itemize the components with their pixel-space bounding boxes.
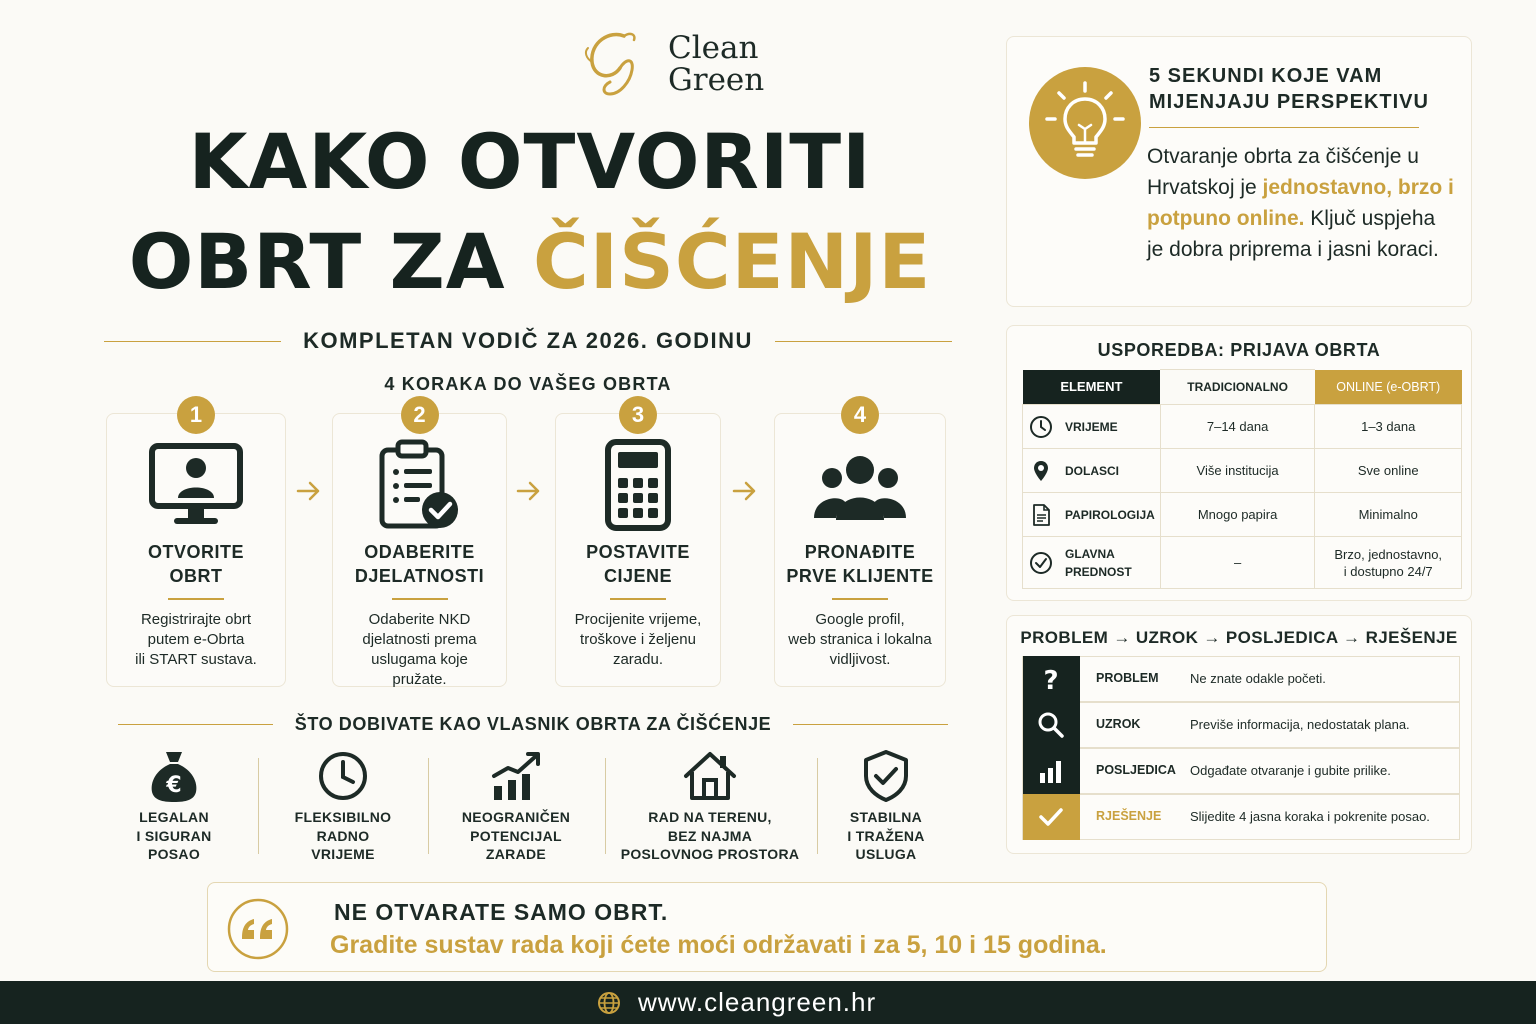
subtitle: KOMPLETAN VODIČ ZA 2026. GODINU — [303, 328, 753, 353]
table-cell: Sve online — [1315, 449, 1462, 493]
step-title: ODABERITE DJELATNOSTI — [354, 542, 485, 586]
table-row — [1023, 493, 1462, 537]
table-row — [1023, 449, 1462, 493]
step-title: OTVORITE OBRT — [147, 542, 244, 586]
row-value: Odgađate otvaranje i gubite prilike. — [1190, 763, 1391, 778]
benefit-flexible — [283, 748, 403, 864]
insight-text: Otvaranje obrta za čišćenje u Hrvatskoj je jednostavno, brzo i potpuno online. Ključ uspjeha je dobra priprema i jasni koraci. — [1147, 145, 1454, 261]
benefit-text: RAD NA TERENU, BEZ NAJMA POSLOVNOG PROSTORA — [620, 809, 800, 862]
steps-heading: 4 KORAKA DO VAŠEG OBRTA — [384, 374, 672, 394]
row-label: POSLJEDICA — [1096, 763, 1176, 777]
row-label: UZROK — [1096, 717, 1141, 731]
brand-logo — [580, 28, 780, 100]
problem-solution-card — [1006, 615, 1472, 854]
question-icon — [1037, 666, 1065, 692]
step-card-1 — [106, 402, 286, 687]
divider — [605, 758, 606, 854]
step-card-4 — [774, 402, 946, 687]
people-group-icon — [812, 438, 908, 534]
row-value: Ne znate odakle početi. — [1190, 671, 1326, 686]
subtitle-row — [104, 328, 952, 354]
table-cell: Minimalno — [1315, 493, 1462, 537]
website-link[interactable]: www.cleangreen.hr — [638, 987, 877, 1017]
divider — [428, 758, 429, 854]
list-item — [1022, 794, 1460, 840]
search-icon — [1037, 712, 1065, 738]
row-label: PROBLEM — [1096, 671, 1159, 685]
step-number: 1 — [177, 396, 215, 434]
title-line-1: KAKO OTVORITI — [188, 117, 872, 206]
title-highlight: ČIŠĆENJE — [533, 217, 932, 306]
svg-text:?: ? — [1043, 666, 1059, 692]
row-value: Previše informacija, nedostatak plana. — [1190, 717, 1410, 732]
benefit-text: FLEKSIBILNO RADNO VRIJEME — [294, 809, 392, 862]
table-header: ELEMENT — [1023, 370, 1161, 405]
svg-text:€: € — [166, 773, 182, 798]
list-item — [1022, 702, 1460, 748]
table-cell: Brzo, jednostavno, i dostupno 24/7 — [1315, 537, 1462, 589]
shield-check-icon — [858, 748, 914, 804]
row-label: DOLASCI — [1065, 463, 1119, 478]
location-pin-icon — [1029, 459, 1053, 483]
list-item — [1022, 748, 1460, 794]
table-header: TRADICIONALNO — [1160, 370, 1315, 405]
row-label: RJEŠENJE — [1096, 809, 1162, 823]
table-cell: Više institucija — [1160, 449, 1315, 493]
row-label: GLAVNA PREDNOST — [1065, 546, 1132, 579]
title-line-2: OBRT ZA ČIŠĆENJE — [128, 217, 932, 306]
step-description: Odaberite NKD djelatnosti prema uslugama koje pružate. — [362, 611, 477, 688]
step-number: 2 — [401, 396, 439, 434]
comparison-card — [1006, 325, 1472, 601]
table-header: ONLINE (e-OBRT) — [1315, 370, 1462, 405]
divider — [817, 758, 818, 854]
insight-card — [1006, 36, 1472, 307]
arrow-right-icon — [296, 478, 322, 504]
problem-title: PROBLEM → UZROK → POSLJEDICA → RJEŠENJE — [1020, 628, 1458, 647]
step-title: POSTAVITE CIJENE — [586, 542, 690, 586]
check-circle-icon — [1029, 551, 1053, 575]
step-separator — [392, 598, 448, 600]
house-icon — [682, 748, 738, 804]
checkmark-icon — [1037, 804, 1065, 830]
row-label: VRIJEME — [1065, 419, 1118, 434]
row-label: PAPIROLOGIJA — [1065, 507, 1155, 522]
table-row — [1023, 405, 1462, 449]
table-cell: – — [1160, 537, 1315, 589]
benefit-text: LEGALAN I SIGURAN POSAO — [136, 809, 212, 862]
step-separator — [610, 598, 666, 600]
benefit-text: NEOGRANIČEN POTENCIJAL ZARADE — [461, 809, 571, 862]
list-item — [1022, 656, 1460, 702]
quote-box — [207, 882, 1327, 972]
comparison-title: USPOREDBA: PRIJAVA OBRTA — [1097, 340, 1381, 360]
globe-icon — [597, 991, 621, 1015]
benefits-heading: ŠTO DOBIVATE KAO VLASNIK OBRTA ZA ČIŠĆENJE — [294, 714, 772, 734]
step-description: Procijenite vrijeme, troškove i željenu zaradu. — [574, 611, 702, 668]
step-separator — [168, 598, 224, 600]
clock-icon — [1029, 415, 1053, 439]
step-separator — [832, 598, 888, 600]
table-cell: 1–3 dana — [1315, 405, 1462, 449]
step-card-2 — [332, 402, 507, 688]
benefit-text: STABILNA I TRAŽENA USLUGA — [847, 809, 925, 862]
benefit-stable — [828, 748, 944, 864]
bar-chart-icon — [1037, 758, 1065, 784]
insight-highlight: jednostavno, brzo i potpuno online. — [1147, 176, 1454, 230]
monitor-user-icon — [148, 438, 244, 534]
clock-icon — [315, 748, 371, 804]
brand-name: Clean Green — [668, 30, 765, 98]
step-description: Registrirajte obrt putem e-Obrta ili START sustava. — [135, 611, 257, 668]
benefit-legal — [114, 748, 234, 864]
quote-line-1: NE OTVARATE SAMO OBRT. — [334, 899, 669, 925]
benefit-earnings — [452, 748, 580, 864]
benefit-field-work — [616, 748, 804, 864]
divider — [775, 341, 952, 342]
footer — [0, 981, 1536, 1024]
step-description: Google profil, web stranica i lokalna vidljivost. — [788, 611, 932, 668]
clipboard-check-icon — [372, 438, 468, 534]
table-cell: 7–14 dana — [1160, 405, 1315, 449]
quote-icon — [226, 897, 290, 961]
comparison-table — [1022, 369, 1462, 589]
arrow-right-icon — [732, 478, 758, 504]
growth-chart-icon — [488, 748, 544, 804]
cg-monogram-icon — [580, 28, 656, 100]
lightbulb-icon — [1029, 67, 1141, 179]
step-card-3 — [555, 402, 721, 687]
money-bag-euro-icon — [146, 748, 202, 804]
divider — [118, 724, 273, 725]
calculator-icon — [590, 438, 686, 534]
divider — [793, 724, 948, 725]
divider — [104, 341, 281, 342]
table-cell: Mnogo papira — [1160, 493, 1315, 537]
step-title: PRONAĐITE PRVE KLIJENTE — [786, 542, 934, 586]
table-row — [1023, 537, 1462, 589]
page-title — [100, 112, 960, 312]
step-number: 3 — [619, 396, 657, 434]
document-icon — [1029, 503, 1053, 527]
benefits-heading-row — [118, 714, 948, 735]
insight-title: 5 SEKUNDI KOJE VAM MIJENJAJU PERSPEKTIVU — [1149, 65, 1429, 113]
arrow-right-icon — [516, 478, 542, 504]
row-value: Slijedite 4 jasna koraka i pokrenite posao. — [1190, 809, 1430, 824]
quote-line-2: Gradite sustav rada koji ćete moći održavati i za 5, 10 i 15 godina. — [330, 931, 1107, 959]
step-number: 4 — [841, 396, 879, 434]
divider — [1149, 127, 1419, 128]
divider — [258, 758, 259, 854]
